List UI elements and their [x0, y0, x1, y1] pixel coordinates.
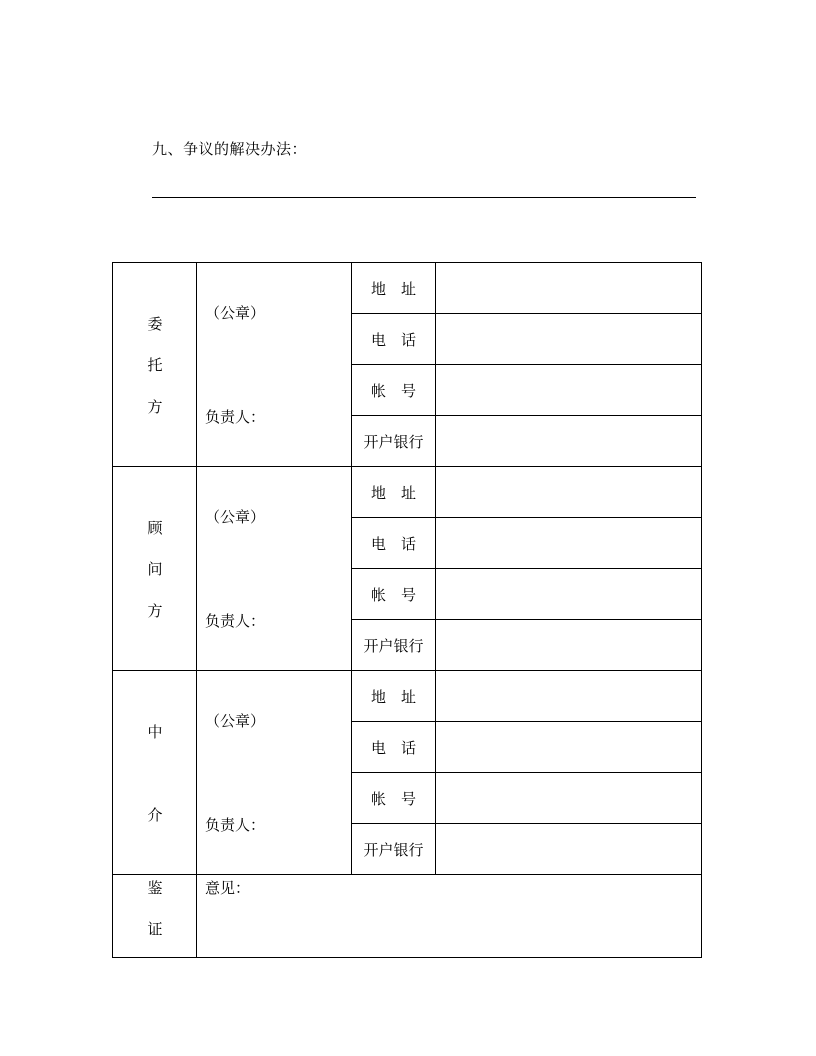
party-char: 问: [147, 560, 163, 578]
phone-value-field[interactable]: [436, 314, 702, 365]
address-value-field[interactable]: [436, 671, 702, 722]
account-label: 帐 号: [352, 773, 436, 824]
address-label: 地 址: [352, 263, 436, 314]
party-char: 方: [147, 602, 163, 620]
responsible-label: 负责人：: [205, 816, 266, 834]
account-value-field[interactable]: [436, 365, 702, 416]
party-char: 介: [147, 806, 163, 824]
bank-label: 开户银行: [352, 620, 436, 671]
party-char: 托: [147, 356, 163, 374]
bank-label: 开户银行: [352, 824, 436, 875]
account-label: 帐 号: [352, 365, 436, 416]
party-name-client: [113, 263, 197, 467]
opinion-label: 意见：: [205, 879, 251, 897]
party-char: 顾: [147, 519, 163, 537]
seal-label: （公章）: [205, 712, 266, 730]
address-label: 地 址: [352, 467, 436, 518]
seal-label: （公章）: [205, 304, 266, 322]
seal-label: （公章）: [205, 508, 266, 526]
seal-area-client: [197, 263, 352, 467]
responsible-label: 负责人：: [205, 408, 266, 426]
phone-label: 电 话: [352, 314, 436, 365]
account-label: 帐 号: [352, 569, 436, 620]
party-char: 中: [147, 723, 163, 741]
account-value-field[interactable]: [436, 569, 702, 620]
bank-value-field[interactable]: [436, 620, 702, 671]
phone-value-field[interactable]: [436, 722, 702, 773]
bank-value-field[interactable]: [436, 824, 702, 875]
account-value-field[interactable]: [436, 773, 702, 824]
party-char: 方: [147, 398, 163, 416]
address-value-field[interactable]: [436, 467, 702, 518]
responsible-label: 负责人：: [205, 612, 266, 630]
blank-fill-line: [152, 197, 696, 198]
opinion-field[interactable]: [197, 875, 702, 958]
seal-area-intermediary: [197, 671, 352, 875]
party-name-consultant: [113, 467, 197, 671]
address-value-field[interactable]: [436, 263, 702, 314]
phone-label: 电 话: [352, 722, 436, 773]
party-char: 证: [147, 920, 163, 938]
phone-label: 电 话: [352, 518, 436, 569]
signature-table: [112, 262, 702, 958]
bank-label: 开户银行: [352, 416, 436, 467]
party-char: 委: [147, 315, 163, 333]
party-char: 鉴: [147, 879, 163, 897]
party-name-verification: [113, 875, 197, 958]
section-heading: 九、争议的解决办法：: [152, 140, 308, 158]
seal-area-consultant: [197, 467, 352, 671]
party-name-intermediary: [113, 671, 197, 875]
phone-value-field[interactable]: [436, 518, 702, 569]
bank-value-field[interactable]: [436, 416, 702, 467]
address-label: 地 址: [352, 671, 436, 722]
